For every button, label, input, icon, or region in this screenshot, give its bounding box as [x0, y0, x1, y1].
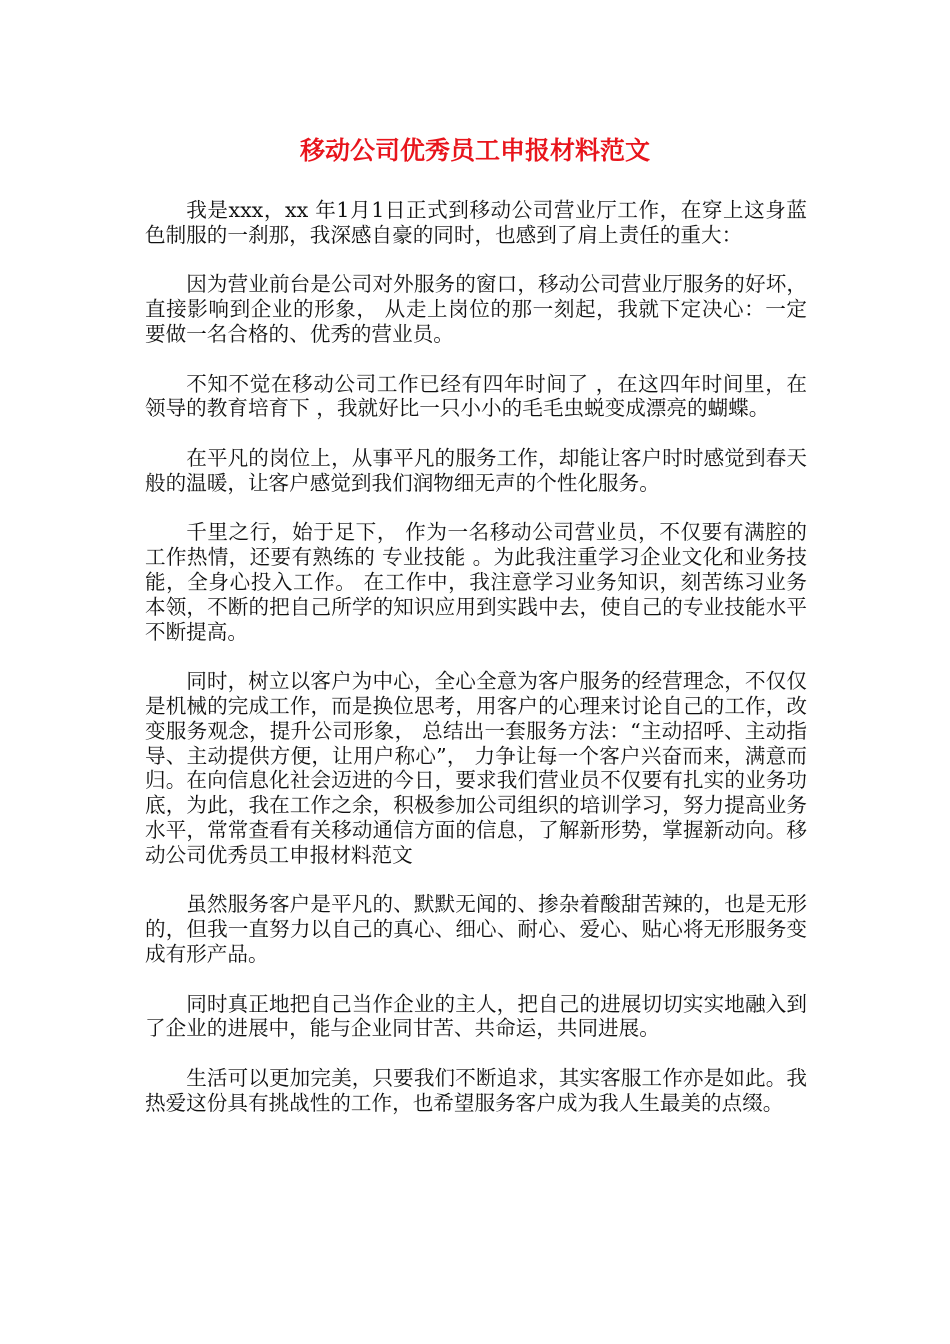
paragraph-7: 虽然服务客户是平凡的、默默无闻的、掺杂着酸甜苦辣的，也是无形的，但我一直努力以自己的真心、细心、耐心、爱心、贴心将无形服务变成有形产品。: [145, 892, 807, 966]
paragraph-9: 生活可以更加完美，只要我们不断追求，其实客服工作亦是如此。我热爱这份具有挑战性的工作，也希望服务客户成为我人生最美的点缀。: [145, 1065, 807, 1115]
paragraph-3: 不知不觉在移动公司工作已经有四年时间了 ，在这四年时间里，在领导的教育培育下 ，我就好比一只小小的毛毛虫蜕变成漂亮的蝴蝶。: [145, 371, 807, 421]
paragraph-1: 我是xxx，xx 年1月1日正式到移动公司营业厅工作，在穿上这身蓝色制服的一刹那，我深感自豪的同时，也感到了肩上责任的重大：: [145, 198, 807, 247]
paragraph-8: 同时真正地把自己当作企业的主人，把自己的进展切切实实地融入到了企业的进展中，能与企业同甘苦、共命运，共同进展。: [145, 991, 807, 1041]
paragraph-4: 在平凡的岗位上，从事平凡的服务工作，却能让客户时时感觉到春天般的温暖，让客户感觉到我们润物细无声的个性化服务。: [145, 445, 807, 495]
paragraph-5: 千里之行，始于足下， 作为一名移动公司营业员，不仅要有满腔的工作热情，还要有熟练的 专业技能 。为此我注重学习企业文化和业务技能，全身心投入工作。 在工作中，我注意学习业务知识，刻苦练习业务本领，不断的把自己所学的知识应用到实践中去，使自己的专业技能水平不断提高。: [145, 520, 807, 644]
document-title: 移动公司优秀员工申报材料范文: [299, 136, 650, 165]
document-body: [145, 198, 807, 1140]
paragraph-6: 同时，树立以客户为中心，全心全意为客户服务的经营理念，不仅仅是机械的完成工作，而是换位思考，用客户的心理来讨论自己的工作，改变服务观念，提升公司形象， 总结出一套服务方法：“主动招呼、主动指导、主动提供方便，让用户称心”， 力争让每一个客户兴奋而来，满意而归。在向信息化社会迈进的今日，要求我们营业员不仅要有扎实的业务功底，为此，我在工作之余，积极参加公司组织的培训学习，努力提高业务水平，常常查看有关移动通信方面的信息，了解新形势，掌握新动向。移动公司优秀员工申报材料范文: [145, 669, 807, 867]
paragraph-2: 因为营业前台是公司对外服务的窗口，移动公司营业厅服务的好坏，直接影响到企业的形象， 从走上岗位的那一刻起，我就下定决心：一定要做一名合格的、优秀的营业员。: [145, 272, 807, 346]
